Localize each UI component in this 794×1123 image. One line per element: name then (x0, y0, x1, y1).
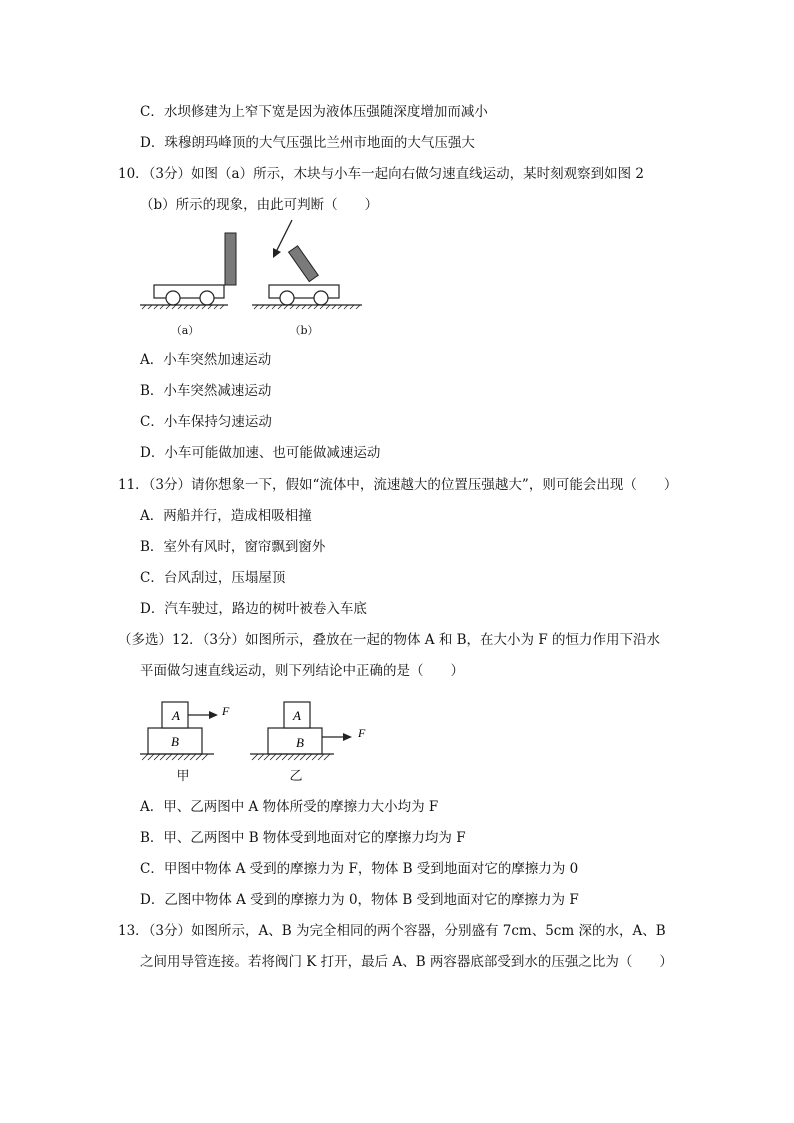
label-b-jia: B (171, 734, 179, 749)
label-f-yi: F (358, 726, 366, 740)
q12-stem-line1: （多选）12．（3分）如图所示，叠放在一起的物体 A 和 B，在大小为 F 的恒力作用下沿水 (118, 632, 661, 648)
q12-caption-jia: 甲 (176, 769, 190, 784)
q10-caption-a: （a） (170, 324, 200, 337)
q9-option-c: C．水坝修建为上窄下宽是因为液体压强随深度增加而减小 (140, 104, 488, 120)
q10-figure (136, 218, 372, 318)
block-tilted (289, 246, 319, 282)
q13-stem-line2: 之间用导管连接。若将阀门 K 打开，最后 A、B 两容器底部受到水的压强之比为（ ） (140, 954, 673, 970)
q10-option-d: D．小车可能做加速、也可能做减速运动 (140, 445, 381, 461)
block-upright (225, 233, 236, 285)
q12-figure (138, 694, 378, 770)
q12-option-d: D．乙图中物体 A 受到的摩擦力为 0，物体 B 受到地面对它的摩擦力为 F (140, 892, 579, 908)
cart-a (140, 233, 236, 309)
q13-stem-line1: 13．（3分）如图所示，A、B 为完全相同的两个容器，分别盛有 7cm、5cm 深的水，A、B (118, 923, 666, 939)
label-b-yi: B (296, 735, 304, 750)
label-a-yi: A (293, 708, 301, 723)
q10-option-b: B．小车突然减速运动 (140, 383, 272, 399)
cart-b (252, 220, 362, 309)
q10-stem-line2: （b）所示的现象，由此可判断（ ） (140, 197, 379, 213)
q10-option-a: A．小车突然加速运动 (140, 352, 272, 368)
label-a-jia: A (172, 708, 180, 723)
q11-option-b: B．室外有风时，窗帘飘到窗外 (140, 539, 326, 555)
q12-option-c: C．甲图中物体 A 受到的摩擦力为 F，物体 B 受到地面对它的摩擦力为 0 (140, 861, 579, 877)
q11-stem-line1: 11．（3分）请你想象一下，假如“流体中，流速越大的位置压强越大”，则可能会出现（ ） (118, 477, 678, 493)
label-f-jia: F (222, 704, 230, 718)
q12-caption-yi: 乙 (289, 769, 303, 784)
q12-stem-line2: 平面做匀速直线运动，则下列结论中正确的是（ ） (140, 663, 464, 679)
figure-yi (250, 702, 366, 760)
q10-option-c: C．小车保持匀速运动 (140, 414, 272, 430)
q12-option-a: A．甲、乙两图中 A 物体所受的摩擦力大小均为 F (140, 799, 439, 815)
q10-stem-line1: 10．（3分）如图（a）所示，木块与小车一起向右做匀速直线运动，某时刻观察到如图 2 (118, 166, 644, 182)
q10-caption-b: （b） (289, 324, 319, 337)
block-b-yi (268, 728, 322, 754)
q9-option-d: D．珠穆朗玛峰顶的大气压强比兰州市地面的大气压强大 (140, 135, 475, 151)
q11-option-c: C．台风刮过，压塌屋顶 (140, 570, 286, 586)
figure-jia (140, 702, 230, 760)
q12-option-b: B．甲、乙两图中 B 物体受到地面对它的摩擦力均为 F (140, 830, 466, 846)
q11-option-d: D．汽车驶过，路边的树叶被卷入车底 (140, 601, 367, 617)
q11-option-a: A．两船并行，造成相吸相撞 (140, 508, 312, 524)
